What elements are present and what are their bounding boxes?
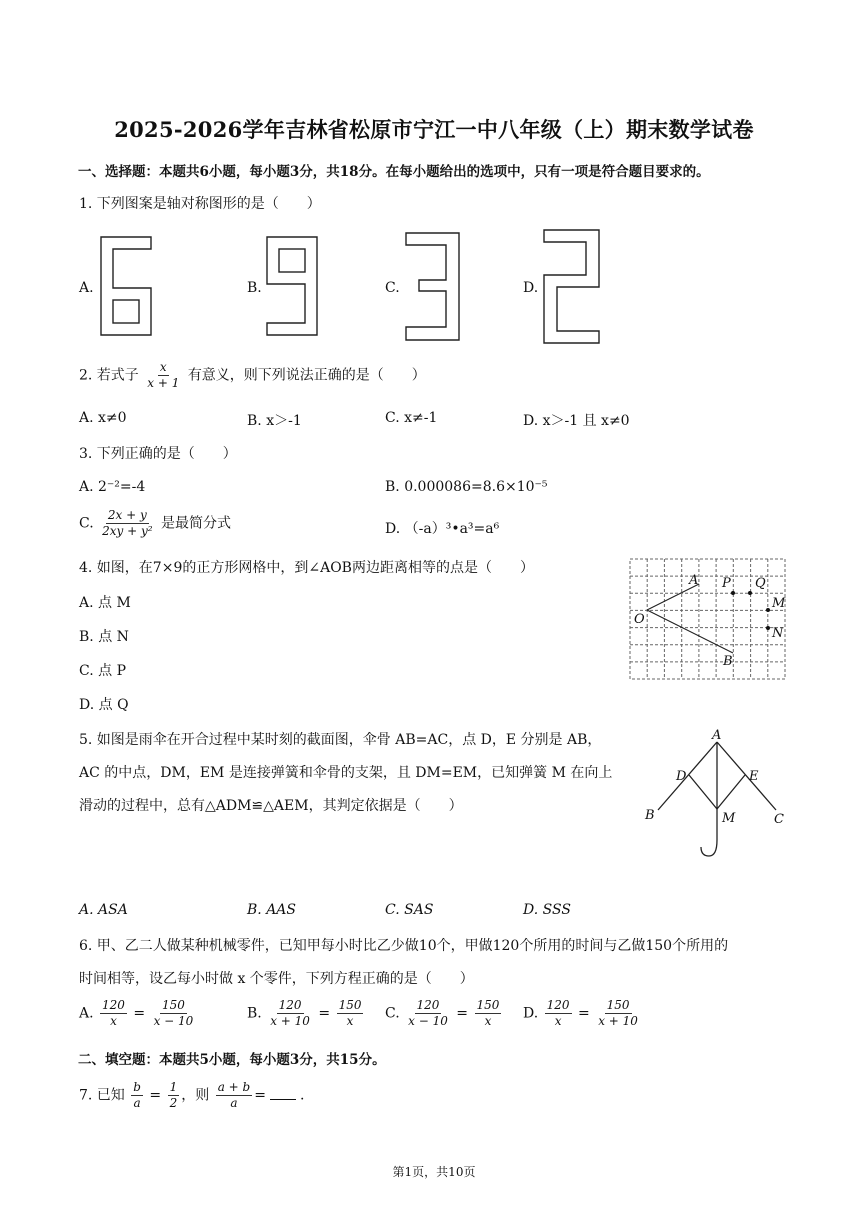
q6-option-d: D. $\frac{120}{x}$ = $\frac{150}{x + 10}$ bbox=[523, 998, 638, 1028]
q2-fraction-numerator: x bbox=[159, 360, 167, 374]
q7-answer-blank[interactable] bbox=[270, 1099, 296, 1100]
q3-option-c-numerator: 2x + y bbox=[107, 508, 147, 522]
q2-option-a: A. x≠0 bbox=[79, 410, 127, 426]
q5-option-d: D. SSS bbox=[523, 902, 571, 918]
numerator: 120 bbox=[102, 998, 125, 1012]
q7-stem-pre: 7. 已知 bbox=[79, 1087, 125, 1104]
q4-option-b: B. 点 N bbox=[79, 629, 129, 645]
q4-grid-figure bbox=[627, 556, 789, 682]
q6-option-d-label: D. bbox=[523, 1005, 539, 1022]
denominator: x bbox=[110, 1014, 117, 1028]
numerator: 150 bbox=[476, 998, 500, 1012]
numerator: 120 bbox=[416, 998, 440, 1012]
question-4-stem: 4. 如图，在7×9的正方形网格中，到∠AOB两边距离相等的点是（ ） bbox=[79, 560, 534, 576]
q6-option-a: A. $\frac{120}{x}$ = $\frac{150}{x - 10}$ bbox=[79, 998, 194, 1028]
q7-fraction-one-half bbox=[168, 1080, 180, 1111]
figure-three-shape bbox=[405, 232, 461, 342]
q4-label-b: B bbox=[723, 654, 733, 669]
q7-stem-post: = bbox=[254, 1087, 266, 1104]
q5-label-b: B bbox=[645, 808, 655, 823]
question-6-line-1: 6. 甲、乙二人做某种机械零件，已知甲每小时比乙少做10个，甲做120个所用的时间与乙做150个所用的 bbox=[79, 938, 729, 954]
numerator: 120 bbox=[278, 998, 302, 1012]
q5-label-e: E bbox=[749, 769, 759, 784]
page-title: 2025-2026学年吉林省松原市宁江一中八年级（上）期末数学试卷 bbox=[114, 117, 754, 142]
denominator: 2 bbox=[169, 1096, 178, 1110]
q2-stem-post: 有意义，则下列说法正确的是（ ） bbox=[187, 367, 426, 384]
denominator: x + 10 bbox=[270, 1014, 310, 1028]
q7-equals: = bbox=[149, 1087, 162, 1104]
q5-label-m: M bbox=[722, 811, 736, 826]
q6-option-c-left-fraction bbox=[406, 998, 450, 1029]
numerator: 1 bbox=[169, 1080, 178, 1094]
figure-six-shape bbox=[100, 236, 152, 336]
q6-option-b-left-fraction bbox=[268, 998, 312, 1029]
question-3-stem: 3. 下列正确的是（ ） bbox=[79, 446, 237, 462]
q7-fraction-a-plus-b-over-a bbox=[216, 1080, 253, 1111]
q4-label-o: O bbox=[634, 612, 645, 627]
question-1-stem: 1. 下列图案是轴对称图形的是（ ） bbox=[79, 196, 321, 212]
numerator: 150 bbox=[606, 998, 630, 1012]
q5-label-d: D bbox=[676, 769, 687, 784]
q1-option-d-label: D. bbox=[523, 280, 539, 296]
question-7-stem bbox=[79, 1080, 304, 1111]
q3-option-c-denominator: 2xy + y² bbox=[102, 524, 153, 538]
q6-option-c-label: C. bbox=[385, 1005, 400, 1022]
q2-stem-pre: 2. 若式子 bbox=[79, 367, 139, 384]
q6-option-a-right-fraction bbox=[152, 998, 196, 1029]
question-5-line-1: 5. 如图是雨伞在开合过程中某时刻的截面图，伞骨 AB=AC，点 D，E 分别是 AB， bbox=[79, 732, 602, 748]
q6-option-a-label: A. bbox=[79, 1005, 94, 1022]
q3-option-c-fraction bbox=[100, 508, 154, 539]
question-6-line-2: 时间相等，设乙每小时做 x 个零件，下列方程正确的是（ ） bbox=[79, 971, 474, 987]
q5-umbrella-figure bbox=[640, 728, 790, 860]
q5-option-a: A. ASA bbox=[79, 902, 128, 918]
q6-option-c-right-fraction bbox=[475, 998, 502, 1029]
q6-option-d-left-fraction bbox=[545, 998, 572, 1029]
q3-option-c-text: 是最简分式 bbox=[161, 515, 232, 532]
q1-option-b-label: B. bbox=[247, 280, 262, 296]
q4-option-d: D. 点 Q bbox=[79, 697, 129, 713]
question-2-stem bbox=[79, 360, 426, 391]
figure-nine-shape bbox=[266, 236, 318, 336]
q5-label-c: C bbox=[774, 812, 784, 827]
q3-option-b: B. 0.000086=8.6×10⁻⁵ bbox=[385, 479, 548, 495]
numerator: 120 bbox=[546, 998, 570, 1012]
q7-stem-end: . bbox=[299, 1087, 305, 1104]
numerator: 150 bbox=[338, 998, 362, 1012]
q4-label-q: Q bbox=[755, 576, 766, 591]
q6-option-b-label: B. bbox=[247, 1005, 262, 1022]
question-5-line-2: AC 的中点，DM，EM 是连接弹簧和伞骨的支架，且 DM=EM，已知弹簧 M 在向上 bbox=[79, 765, 613, 781]
q5-option-b: B. AAS bbox=[247, 902, 296, 918]
q2-option-d: D. x＞-1 且 x≠0 bbox=[523, 413, 630, 429]
numerator: a + b bbox=[217, 1080, 251, 1094]
denominator: x bbox=[484, 1014, 492, 1028]
denominator: x − 10 bbox=[153, 1014, 194, 1028]
q3-option-c bbox=[79, 508, 231, 539]
q4-option-a: A. 点 M bbox=[79, 595, 131, 611]
q2-option-b: B. x＞-1 bbox=[247, 413, 302, 429]
denominator: x bbox=[346, 1014, 354, 1028]
q5-option-c: C. SAS bbox=[385, 902, 434, 918]
denominator: a bbox=[133, 1096, 141, 1110]
denominator: x bbox=[554, 1014, 562, 1028]
q3-option-d: D. （-a）³•a³=a⁶ bbox=[385, 521, 500, 537]
denominator: a bbox=[230, 1096, 238, 1110]
page-footer: 第1页，共10页 bbox=[392, 1165, 476, 1179]
q4-option-c: C. 点 P bbox=[79, 663, 126, 679]
q6-option-a-left-fraction bbox=[100, 998, 127, 1029]
figure-two-shape bbox=[543, 229, 601, 345]
q2-fraction-denominator: x + 1 bbox=[147, 376, 180, 390]
q6-option-b: B. $\frac{120}{x + 10}$ = $\frac{150}{x}$ bbox=[247, 998, 362, 1028]
q4-label-p: P bbox=[722, 576, 731, 591]
denominator: x − 10 bbox=[408, 1014, 448, 1028]
q6-option-c: C. $\frac{120}{x - 10}$ = $\frac{150}{x}$ bbox=[385, 998, 500, 1028]
numerator: 150 bbox=[161, 998, 185, 1012]
q4-label-a: A bbox=[689, 573, 699, 588]
q6-option-d-right-fraction bbox=[596, 998, 640, 1029]
q2-option-c: C. x≠-1 bbox=[385, 410, 438, 426]
denominator: x + 10 bbox=[598, 1014, 638, 1028]
question-5-line-3: 滑动的过程中，总有△ADM≌△AEM，其判定依据是（ ） bbox=[79, 798, 463, 814]
q4-label-m: M bbox=[772, 596, 786, 611]
section-heading-choice: 一、选择题：本题共6小题，每小题3分，共18分。在每小题给出的选项中，只有一项是符合题目要求的。 bbox=[78, 164, 710, 180]
q7-stem-mid: ，则 bbox=[181, 1087, 210, 1104]
q4-label-n: N bbox=[772, 626, 784, 641]
q5-label-a: A bbox=[712, 728, 722, 743]
q6-option-b-right-fraction bbox=[337, 998, 364, 1029]
q3-option-a: A. 2⁻²=-4 bbox=[79, 479, 146, 495]
numerator: b bbox=[133, 1080, 141, 1094]
q2-fraction bbox=[145, 360, 181, 391]
q7-fraction-b-over-a bbox=[131, 1080, 143, 1111]
q1-option-c-label: C. bbox=[385, 280, 400, 296]
q3-option-c-label: C. bbox=[79, 515, 94, 532]
q1-option-a-label: A. bbox=[79, 280, 94, 296]
section-heading-fill-in: 二、填空题：本题共5小题，每小题3分，共15分。 bbox=[78, 1052, 386, 1068]
